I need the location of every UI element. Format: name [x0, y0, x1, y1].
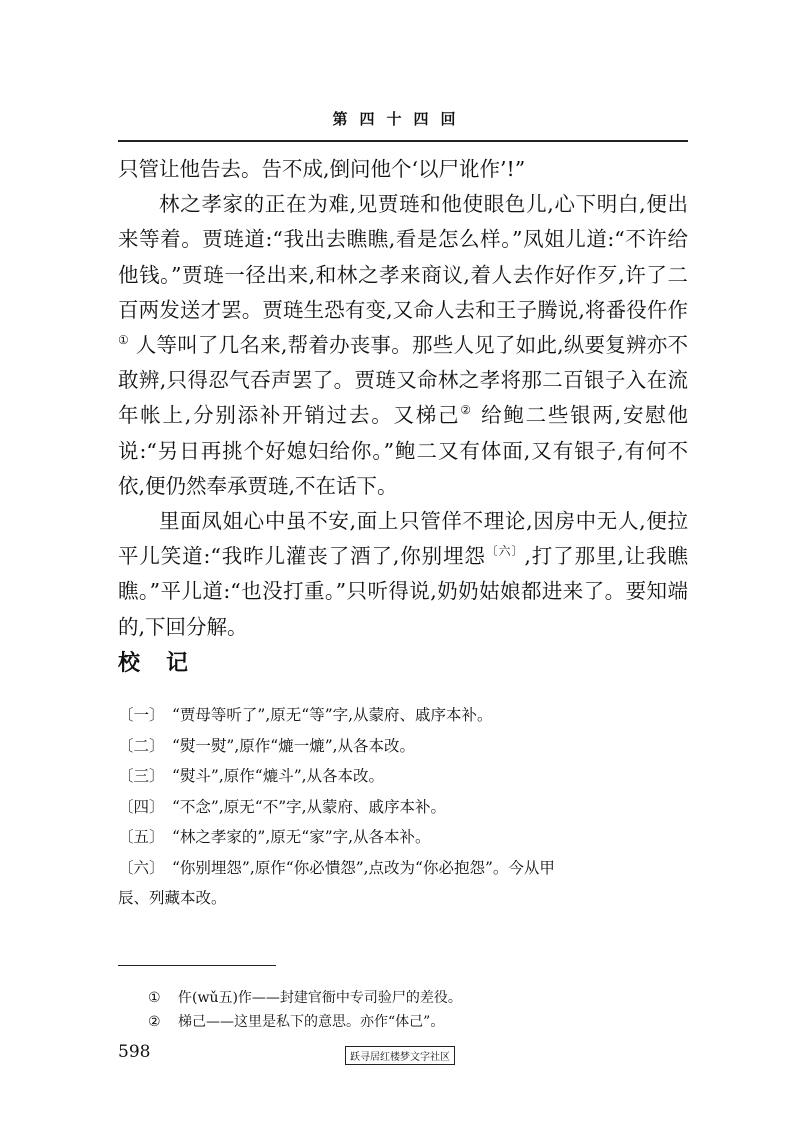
footnote-ref-1[interactable]: ① [118, 333, 129, 348]
footnote-text: 仵(wǔ五)作——封建官衙中专司验尸的差役。 [178, 990, 462, 1006]
main-text [118, 152, 688, 645]
footnotes [148, 986, 688, 1034]
footnote-mark: ① [148, 990, 161, 1006]
paragraph-2 [118, 187, 688, 504]
note-text: “你别埋怨”,原作“你必憒怨”,点改为“你必抱怨”。今从甲 [172, 858, 555, 877]
paragraph-2-text-a: 林之孝家的正在为难,见贾琏和他使眼色儿,心下明白,便出来等着。贾琏道:“我出去瞧瞧,看是怎么样。”凤姐儿道:“不许给他钱。”贾琏一径出来,和林之孝来商议,着人去作好作歹,许了二百两发送才罢。贾琏生恐有变,又命人去和王子腾说,将番役仵作 [118, 192, 688, 322]
watermark-stamp: 跃寻居红楼梦文字社区 [345, 1046, 455, 1065]
footnote-2 [148, 1010, 688, 1034]
paragraph-2-text-c: 给鲍二些银两,安慰他说:“另日再挑个好媳妇给你。”鲍二又有体面,又有银子,有何不依,便仍然奉承贾琏,不在话下。 [118, 403, 688, 498]
note-number: 〔四〕 [118, 797, 165, 816]
paragraph-3 [118, 504, 688, 645]
note-number: 〔六〕 [118, 858, 165, 877]
collation-note-5 [118, 822, 688, 853]
paragraph-3-text-a: 里面凤姐心中虽不安,面上只管佯不理论,因房中无人,便拉平儿笑道:“我昨儿灌丧了酒了,你别埋怨 [118, 509, 688, 569]
collation-ref-6[interactable]: 〔六〕 [485, 544, 525, 559]
paragraph-2-text-b: 人等叫了几名来,帮着办丧事。那些人见了如此,纵要复辨亦不敢辨,只得忍气吞声罢了。贾琏又命林之孝将那二百银子入在流年帐上,分别添补开销过去。又梯己 [118, 333, 688, 428]
running-header: 第四十四回 [332, 110, 468, 128]
note-text: “熨斗”,原作“熝斗”,从各本改。 [172, 767, 385, 785]
collation-title: 校记 [118, 650, 215, 676]
collation-note-4 [118, 792, 688, 823]
note-text: “熨一熨”,原作“熝一熝”,从各本改。 [172, 736, 416, 755]
note-number: 〔一〕 [118, 706, 165, 724]
page-number: 598 [118, 1042, 151, 1062]
footnote-ref-2[interactable]: ② [460, 403, 473, 418]
paragraph-3-text-b: ,打了那里,让我瞧瞧。”平儿道:“也没打重。”只听得说,奶奶姑娘都进来了。要知端的,下回分解。 [118, 544, 688, 639]
note-number: 〔五〕 [118, 828, 165, 846]
collation-note-6-continued: 辰、列藏本改。 [118, 889, 227, 907]
paragraph-1-text: 只管让他告去。告不成,倒问他个‘以尸讹作’!” [118, 157, 526, 181]
header-rule [118, 140, 688, 142]
note-number: 〔二〕 [118, 736, 165, 755]
footnote-text: 梯己——这里是私下的意思。亦作“体己”。 [178, 1014, 445, 1030]
note-text: “林之孝家的”,原无“家”字,从各本补。 [172, 828, 431, 846]
note-text: “不念”,原无“不”字,从蒙府、戚序本补。 [172, 797, 447, 816]
footnote-mark: ② [148, 1014, 161, 1030]
collation-note-3 [118, 761, 688, 792]
note-text: “贾母等听了”,原无“等”字,从蒙府、戚序本补。 [172, 706, 493, 724]
collation-note-2 [118, 731, 688, 762]
footnote-1 [148, 986, 688, 1010]
note-number: 〔三〕 [118, 767, 165, 785]
footnote-rule [118, 965, 276, 966]
collation-notes [118, 700, 688, 914]
collation-note-1 [118, 700, 688, 731]
collation-note-6 [118, 853, 688, 884]
paragraph-1 [118, 152, 688, 187]
